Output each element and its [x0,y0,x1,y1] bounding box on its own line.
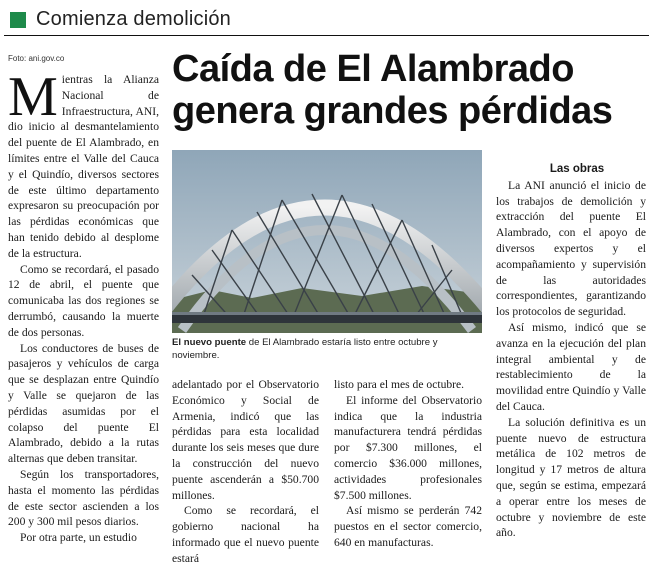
body-column-3 [334,377,482,551]
section-title: Comienza demolición [36,8,232,30]
paragraph [8,66,159,262]
paragraph: Según los transportadores, hasta el momento las pérdidas de este sector ascienden a los 200 y 300 mil pesos diarios. [8,467,159,529]
photo-caption [172,336,482,362]
paragraph: El informe del Observatorio indica que la industria manufacturera tendrá pérdidas por $7.300 millones, el comercio $36.000 millones, actividades profesionales $7.500 millones. [334,393,482,502]
caption-text: de El Alambrado estaría listo entre octubre y noviembre. [172,337,438,361]
paragraph: Como se recordará, el pasado 12 de abril, el puente que comunicaba las dos regiones se derrumbó, causando la muerte de dos personas. [8,262,159,339]
section-marker-icon [10,12,26,28]
paragraph: adelantado por el Observatorio Económico y Social de Armenia, indicó que las pérdidas para esta localidad durante los seis meses que dure la construcción del nuevo puente ascenderán a $50.700 millones. [172,378,319,502]
paragraph: La solución definitiva es un puente nuevo de estructura metálica de 102 metros de longitud y 17 metros de altura que, según se estima, empezará a operar entre los meses de octubre y noviembre de este año. [496,415,646,540]
bridge-illustration [172,150,482,333]
paragraph: La ANI anunció el inicio de los trabajos de demolición y extracción del puente El Alambrado, con el apoyo de diversos expertos y el acompañamiento y supervisión de las autoridades correspondientes, garantizando los protocolos de seguridad. [496,178,646,319]
headline-line-1: Caída de El Alambrado [172,48,574,90]
subhead-las-obras: Las obras [549,163,605,175]
paragraph: Por otra parte, un estudio [20,531,137,545]
body-column-4 [496,162,646,541]
paragraph-text: ientras la Alianza Nacional de Infraestructura, ANI, dio inicio al desmantelamiento del puente de El Alambrado, en límites entre el Valle del Cauca y el Quindío, diversos sectores de este último departamento expresaron su preocupación por las pérdidas económicas que han tenido debido al desplome de la estructura. [8,73,159,260]
body-column-1 [8,66,159,546]
headline [172,48,652,132]
section-header [4,5,649,36]
photo-credit: Foto: ani.gov.co [8,54,65,63]
bridge-photo [172,150,482,333]
body-column-2 [172,377,319,567]
paragraph: Los conductores de buses de pasajeros y vehículos de carga que se desplazan entre Quindío y Valle se quejaron de las pérdidas asumidas por el colapso del puente El Alambrado, debido a la rutas alternas que deben transitar. [8,341,159,466]
caption-lead: El nuevo puente [172,337,247,348]
paragraph: Así mismo se perderán 742 puestos en el sector comercio, 640 en manufacturas. [334,504,482,549]
paragraph: Así mismo, indicó que se avanza en la ejecución del plan integral ambiental y de restablecimiento de la movilidad entre Quindío y Valle del Cauca. [496,320,646,413]
headline-line-2: genera grandes pérdidas [172,90,613,132]
drop-cap: M [8,66,58,128]
paragraph: listo para el mes de octubre. [334,378,465,391]
paragraph: Como se recordará, el gobierno nacional ha informado que el nuevo puente estará [172,504,319,565]
